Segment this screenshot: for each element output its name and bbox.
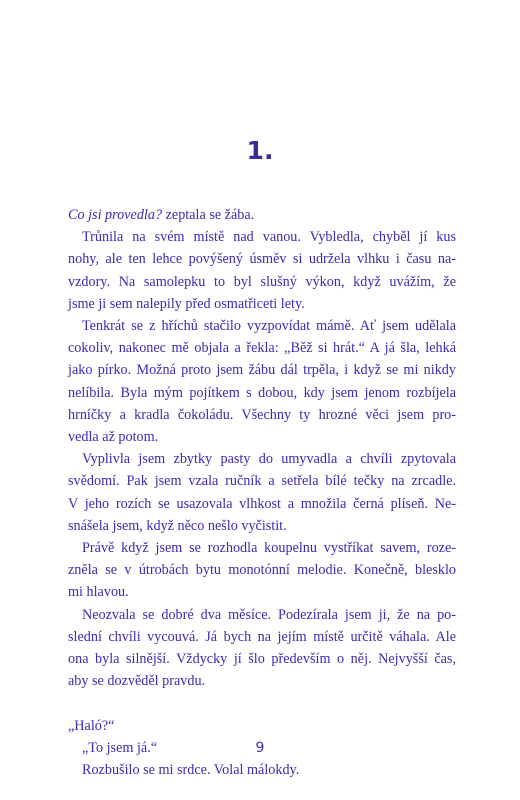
page-number: 9 [255, 740, 265, 756]
text-line: Vyplivla jsem zbytky pasty do umyvadla a chvíli zpytovala [82, 451, 456, 468]
text-line: nohy, ale ten lehce povýšený úsměv si udržela vlhku i času na- [68, 251, 456, 268]
text-line-rest: zeptala se žába. [162, 207, 255, 223]
text-line: ona byla silnější. Vždycky jí šlo především o něj. Nejvyšší čas, [68, 651, 456, 668]
text-line: Rozbušilo se mi srdce. Volal málokdy. [82, 762, 300, 779]
text-line: Tenkrát se z hříchů stačilo vyzpovídat mámě. Ať jsem udělala [82, 318, 456, 335]
text-line: Právě když jsem se rozhodla koupelnu vystříkat savem, roze- [82, 540, 456, 557]
text-line: jako pírko. Možná proto jsem žábu dál trpěla, i když se mi nikdy [68, 362, 456, 379]
dialogue-line: „To jsem já.“ [82, 739, 158, 756]
text-line: Trůnila na svém místě nad vanou. Vybledla, chyběl jí kus [82, 229, 456, 246]
text-line [68, 204, 456, 226]
text-line: vedla až potom. [68, 429, 159, 446]
dialogue-line: „Haló?“ [68, 717, 115, 734]
text-line: nelíbila. Byla mým pojítkem s dobou, kdy jsem jenom rozbíjela [68, 384, 456, 401]
scene-break [68, 692, 456, 714]
text-line: vzdory. Na samolepku to byl slušný výkon, když uvážím, že [68, 273, 456, 290]
text-line: aby se dozvěděl pravdu. [68, 673, 206, 690]
chapter-text [68, 204, 456, 781]
text-line: zněla se v útrobách bytu monotónní melodie. Konečně, blesklo [68, 562, 456, 579]
text-line: mi hlavou. [68, 584, 129, 601]
text-line: jsme ji sem nalepily před osmatřiceti lety. [68, 295, 305, 312]
chapter-number: 1. [246, 136, 274, 165]
text-line: Neozvala se dobré dva měsíce. Podezírala jsem ji, že na po- [82, 606, 456, 623]
text-line: snášela jsem, když něco nešlo vyčistit. [68, 517, 287, 534]
text-line: cokoliv, nakonec mě objala a řekla: „Běž si hrát.“ A já šla, lehká [68, 340, 456, 357]
text-line: V jeho rozích se usazovala vlhkost a množila černá plíseň. Ne- [68, 495, 456, 512]
text-line: hrníčky a kradla čokoládu. Všechny ty hrozné věci jsem pro- [68, 406, 456, 423]
text-line: slední chvíli vycouvá. Já bych na jejím místě určitě váhala. Ale [68, 628, 456, 645]
text-line: svědomí. Pak jsem vzala ručník a setřela bílé tečky na zrcadle. [68, 473, 456, 490]
italic-question: Co jsi provedla? [68, 207, 163, 223]
